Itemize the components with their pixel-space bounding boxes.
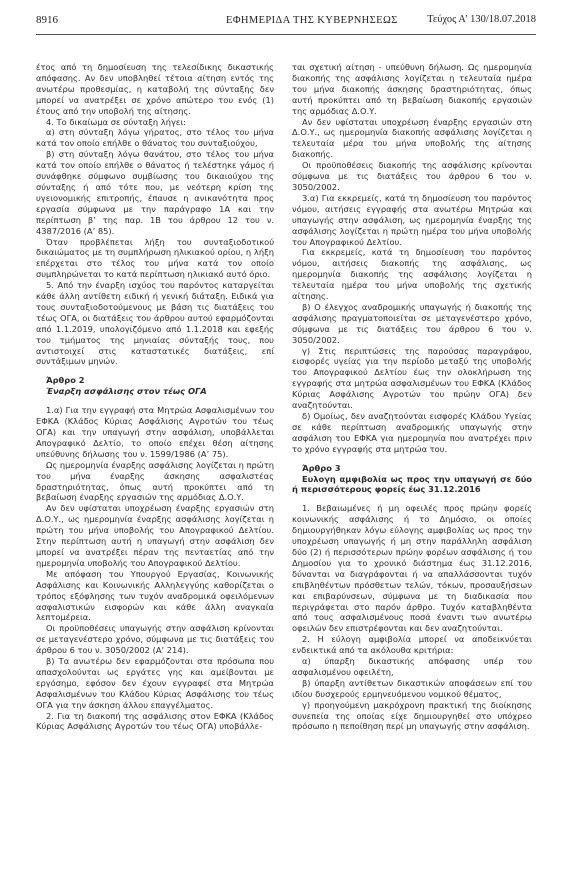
paragraph: 2. Η εύλογη αμφιβολία μπορεί να αποδεικνύεται ενδεικτικά από τα ακόλουθα κριτήρια:	[292, 634, 532, 656]
paragraph: 1.α) Για την εγγραφή στα Μητρώα Ασφαλισμένων του ΕΦΚΑ (Κλάδος Κύριας Ασφάλισης Αγροτών του τέως ΟΓΑ) και την υπαγωγή στην ασφάλιση, υποβάλλεται Απογραφικό Δελτίο, το οποίο επέχει θέση αίτησης υπεύθυνης δήλωσης του ν. 1599/1986 (Α’ 75).	[36, 405, 274, 459]
spacer	[292, 455, 532, 463]
left-column	[36, 62, 274, 732]
paragraph: β) Τα ανωτέρω δεν εφαρμόζονται στα πρόσωπα που απασχολούνται ως εργάτες γης και αμείβονται με εργόσημο, εφόσον δεν έχουν εγγραφεί στα Μητρώα Ασφαλισμένων του Κλάδου Κύριας Ασφάλισης του τέως ΟΓΑ για την άσκηση άλλου επαγγέλματος.	[36, 656, 274, 710]
paragraph: γ) Στις περιπτώσεις της παρούσας παραγράφου, εισφορές υγείας για την περίοδο μεταξύ της υποβολής του Απογραφικού Δελτίου έως την ολοκλήρωση της εγγραφής στα μητρώα ασφαλισμένων του ΕΦΚΑ (Κλάδος Κύριας Ασφάλισης Αγροτών του πρώην ΟΓΑ) δεν αναζητούνται.	[292, 345, 532, 411]
paragraph: 5. Από την έναρξη ισχύος του παρόντος καταργείται κάθε άλλη αντίθετη ειδική ή γενική διάταξη. Ειδικά για τους συνταξιοδοτούμενους με βάση τις διατάξεις του τέως ΟΓΑ, οι διατάξεις του άρθρου αυτού εφαρμόζονται από 1.1.2019, υπολογιζόμενο από 1.1.2018 και εφεξής του τμήματος της μηνιαίας σύνταξής τους, που αντιστοιχεί στις καταστατικές διατάξεις, επί συντάξιμων μηνών.	[36, 280, 274, 367]
paragraph: β) στη σύνταξη λόγω θανάτου, στο τέλος του μήνα κατά τον οποίο επήλθε ο θάνατος ή τελέστηκε γάμος ή συνάφθηκε σύμφωνο συμβίωσης του δικαιούχου της σύνταξης ή από τότε που, με νεότερη κρίση της υγειονομικής επιτροπής, έπαυσε η ανικανότητα προς εργασία σύμφωνα με την παράγραφο 1Α και την περίπτωση β’ της παρ. 1Β του άρθρου 12 του ν. 4387/2016 (Α’ 85).	[36, 149, 274, 236]
paragraph: 3.α) Για εκκρεμείς, κατά τη δημοσίευση του παρόντος νόμου, αιτήσεις εγγραφής στα ανωτέρω Μητρώα και υπαγωγής στην ασφάλιση, ως ημερομηνία έναρξης της ασφάλισης λογίζεται η πρώτη ημέρα του μήνα υποβολής του Απογραφικού Δελτίου.	[292, 192, 532, 247]
paragraph: α) στη σύνταξη λόγω γήρατος, στο τέλος του μήνα κατά τον οποίο επήλθε ο θάνατος του συνταξιούχου,	[36, 127, 274, 149]
article-2-subtitle: Έναρξη ασφάλισης στον τέως ΟΓΑ	[46, 386, 207, 397]
right-column	[292, 62, 532, 732]
paragraph: α) ύπαρξη δικαστικής απόφασης υπέρ του ασφαλισμένου οφειλέτη,	[292, 656, 532, 677]
paragraph: Οι προϋποθέσεις υπαγωγής στην ασφάλιση κρίνονται σε μεταγενέστερο χρόνο, σύμφωνα με τις διατάξεις του άρθρου 6 του ν. 3050/2002 (Α’ 214).	[36, 623, 274, 656]
paragraph: Με απόφαση του Υπουργού Εργασίας, Κοινωνικής Ασφάλισης και Κοινωνικής Αλληλεγγύης καθορίζεται ο τρόπος εξόφλησης των τυχόν αναδρομικά οφειλόμενων ασφαλιστικών εισφορών και κάθε άλλη αναγκαία λεπτομέρεια.	[36, 568, 274, 623]
newspaper-title: ΕΦΗΜΕΡΙΔΑ ΤΗΣ ΚΥΒΕΡΝΗΣΕΩΣ	[226, 15, 398, 26]
paragraph: 2. Για τη διακοπή της ασφάλισης στον ΕΦΚΑ (Κλάδος Κύριας Ασφάλισης Αγροτών του τέως ΟΓΑ) υποβάλλε-	[36, 710, 274, 732]
paragraph: 1. Βεβαιωμένες ή μη οφειλές προς πρώην φορείς κοινωνικής ασφάλισης ή το Δημόσιο, οι οποίες δημιουργήθηκαν λόγω εύλογης αμφιβολίας ως προς την υποχρέωση υπαγωγής ή μη στην παράλληλη ασφάλιση δύο (2) ή περισσότερων πρώην φορέων ασφάλισης ή του Δημοσίου για το χρονικό διάστημα έως 31.12.2016, δύνανται να διαγράφονται ή να απαλλάσσονται τυχόν επιβληθέντων πρόσθετων τελών, τόκων, προσαυξήσεων και επιβαρύνσεων, σύμφωνα με τη διαδικασία που περιγράφεται στο παρόν άρθρο. Τυχόν καταβληθέντα από τους ασφαλισμένους ποσά έναντι των ανωτέρω οφειλών δεν επιστρέφονται και δεν αναζητούνται.	[292, 503, 532, 634]
article-3-title: Άρθρο 3	[302, 462, 341, 473]
page-header	[36, 14, 536, 35]
paragraph: γ) προηγούμενη μακρόχρονη πρακτική της διοίκησης συνεπεία της οποίας είχε δημιουργηθεί στο υπόχρεο πρόσωπο η πεποίθηση περί μη υπαγωγής στην ασφάλιση.	[292, 699, 532, 732]
spacer	[36, 367, 274, 375]
paragraph: Αν δεν υφίσταται υποχρέωση έναρξης εργασιών στη Δ.Ο.Υ., ως ημερομηνία έναρξης ασφάλισης λογίζεται η πρώτη του μήνα υποβολής του Απογραφικού Δελτίου. Στην περίπτωση αυτή η υπαγωγή στην ασφάλιση δεν μπορεί να ανατρέξει πέραν της πενταετίας από την ημερομηνία υποβολής του Απογραφικού Δελτίου.	[36, 503, 274, 568]
paragraph: ται σχετική αίτηση - υπεύθυνη δήλωση. Ως ημερομηνία διακοπής της ασφάλισης λογίζεται η τελευταία ημέρα του μήνα διακοπής άσκησης δραστηριότητας, όπως αυτή προκύπτει από τη βεβαίωση διακοπής εργασιών της αρμόδιας Δ.Ο.Υ.	[292, 62, 532, 116]
paragraph: Για εκκρεμείς, κατά τη δημοσίευση του παρόντος νόμου, αιτήσεις διακοπής της ασφάλισης, ως ημερομηνία διακοπής της ασφάλισης λογίζεται η τελευταία ημέρα του μήνα υποβολής της σχετικής αίτησης.	[292, 247, 532, 302]
paragraph: Ως ημερομηνία έναρξης ασφάλισης λογίζεται η πρώτη του μήνα έναρξης άσκησης ασφαλιστέας δραστηριότητας, όπως αυτή προκύπτει από τη βεβαίωση έναρξης εργασιών της αρμόδιας Δ.Ο.Υ.	[36, 459, 274, 503]
article-3-subtitle: Ευλογη αμφιβολία ως προς την υπαγωγή σε δύο ή περισσότερους φορείς έως 31.12.2016	[292, 473, 532, 495]
page-number: 8916	[36, 14, 58, 26]
paragraph: δ) Ομοίως, δεν αναζητούνται εισφορές Κλάδου Υγείας σε κάθε περίπτωση αναδρομικής υπαγωγής στην ασφάλιση του ΕΦΚΑ για ημερομηνία που ανατρέχει πριν το χρόνο εγγραφής στα μητρώα του.	[292, 411, 532, 454]
paragraph: β) ύπαρξη αντίθετων δικαστικών αποφάσεων επί του ιδίου δυσχερούς ερμηνευόμενου νομικού θέματος,	[292, 677, 532, 699]
issue-number: Τεύχος Α’ 130/18.07.2018	[427, 14, 536, 25]
paragraph: Όταν προβλέπεται λήξη του συνταξιοδοτικού δικαιώματος με τη συμπλήρωση ηλικιακού ορίου, η λήξη επέρχεται στο τέλος του μήνα κατά τον οποίο συμπληρώνεται το κατά περίπτωση ηλικιακό αυτό όριο.	[36, 236, 274, 280]
paragraph: έτος από τη δημοσίευση της τελεσίδικης δικαστικής απόφασης. Αν δεν υποβληθεί τέτοια αίτηση εντός της ανωτέρω προθεσμίας, η καταβολή της σύνταξης δεν μπορεί να ανατρέξει σε χρόνο απώτερο του ενός (1) έτους από την υποβολή της αίτησης.	[36, 62, 274, 116]
paragraph: Οι προϋποθέσεις διακοπής της ασφάλισης κρίνονται σύμφωνα με τις διατάξεις του άρθρου 6 του ν. 3050/2002.	[292, 160, 532, 192]
paragraph: Αν δεν υφίσταται υποχρέωση έναρξης εργασιών στη Δ.Ο.Υ., ως ημερομηνία διακοπής ασφάλισης λογίζεται η τελευταία μέρα του μήνα υποβολής της αίτησης διακοπής.	[292, 116, 532, 160]
paragraph: 4. Το δικαίωμα σε σύνταξη λήγει:	[46, 116, 186, 127]
spacer	[292, 495, 532, 503]
spacer	[36, 397, 274, 405]
paragraph: β) Ο έλεγχος αναδρομικής υπαγωγής ή διακοπής της ασφάλισης πραγματοποιείται σε μεταγενέστερο χρόνο, σύμφωνα με τις διατάξεις του άρθρου 6 του ν. 3050/2002.	[292, 301, 532, 345]
article-2-title: Άρθρο 2	[46, 375, 85, 386]
